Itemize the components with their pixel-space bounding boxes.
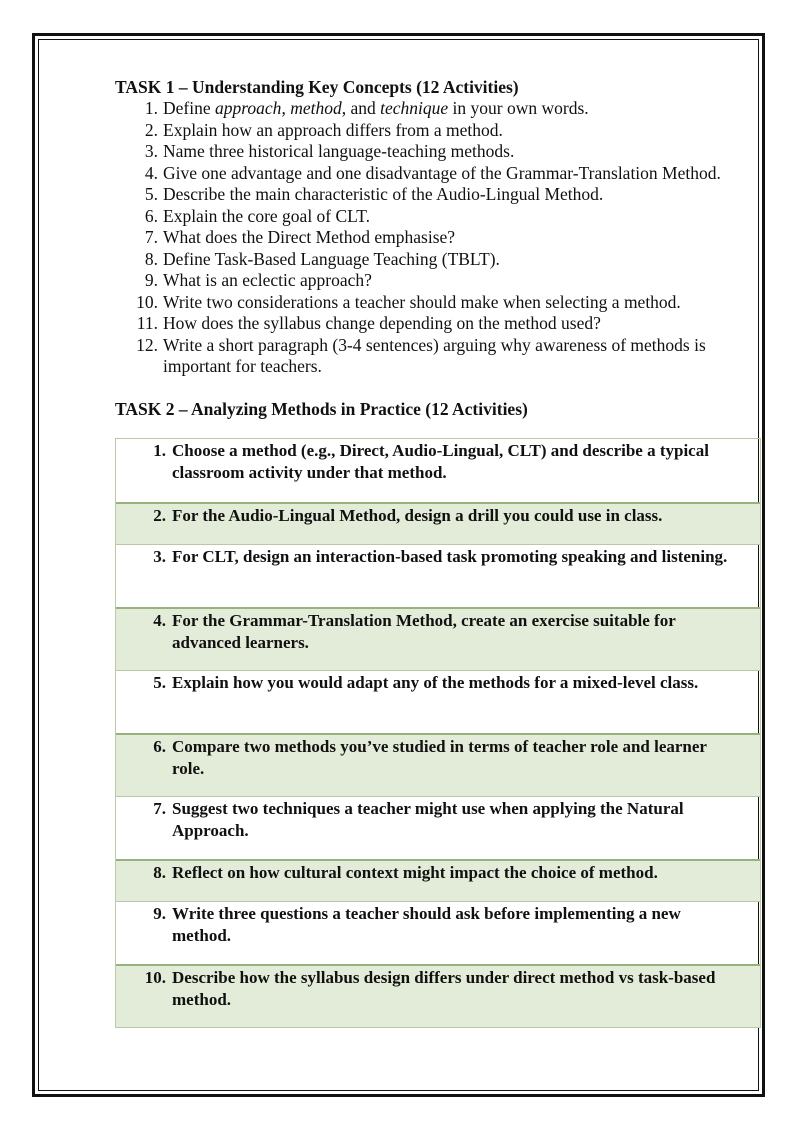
item-number: 2.	[144, 119, 158, 140]
activity-number: 4.	[153, 610, 166, 630]
activity-number: 2.	[153, 505, 166, 525]
item-text: Describe the main characteristic of the Audio-Lingual Method.	[163, 184, 604, 204]
activity-number: 1.	[153, 440, 166, 460]
item-number: 11.	[136, 313, 158, 333]
activity-text: For the Audio-Lingual Method, design a drill you could use in class.	[172, 505, 663, 525]
item-number: 1.	[144, 98, 158, 118]
task1-heading: TASK 1 – Understanding Key Concepts (12 Activities)	[115, 77, 519, 97]
text-run: , and	[341, 98, 381, 118]
activity-text: Explain how you would adapt any of the methods for a mixed-level class.	[172, 672, 699, 692]
item-text	[163, 98, 760, 120]
task1-list	[115, 98, 760, 378]
activity-number: 7.	[153, 798, 166, 818]
task1-item	[115, 98, 760, 120]
activity-text: Describe how the syllabus design differs under direct method vs task-based method.	[172, 967, 716, 1009]
activity-number: 5.	[153, 672, 166, 692]
item-number: 9.	[144, 270, 158, 290]
activity-row	[116, 607, 760, 670]
task1-item	[115, 292, 760, 314]
item-number: 12.	[136, 334, 158, 355]
activity-number: 10.	[144, 967, 166, 987]
activity-text: For the Grammar-Translation Method, create an exercise suitable for advanced learners.	[172, 610, 676, 652]
item-text: Explain the core goal of CLT.	[163, 205, 371, 226]
activity-row	[116, 901, 760, 964]
item-text: What does the Direct Method emphasise?	[163, 227, 456, 247]
task1-item	[115, 313, 760, 335]
document-body	[115, 76, 760, 1028]
item-text: Define Task-Based Language Teaching (TBLT).	[163, 248, 500, 269]
text-run: Define	[163, 98, 215, 118]
item-number: 5.	[144, 184, 158, 204]
item-number: 8.	[144, 248, 158, 269]
activity-text: Reflect on how cultural context might impact the choice of method.	[172, 862, 658, 882]
item-number: 10.	[136, 291, 158, 312]
item-number: 6.	[144, 205, 158, 226]
item-text: Name three historical language-teaching methods.	[163, 141, 515, 161]
task1-item	[115, 120, 760, 142]
activity-text: Suggest two techniques a teacher might use when applying the Natural Approach.	[172, 798, 684, 840]
text-run: in your own words.	[448, 98, 589, 118]
activity-row	[116, 733, 760, 796]
item-text: What is an eclectic approach?	[163, 270, 372, 290]
activity-number: 3.	[153, 546, 166, 566]
item-text: Write two considerations a teacher should make when selecting a method.	[163, 291, 681, 312]
activity-text: Compare two methods you’ve studied in terms of teacher role and learner role.	[172, 736, 707, 778]
task1-item	[115, 270, 760, 292]
activity-row	[116, 502, 760, 544]
task1-item	[115, 249, 760, 271]
activity-row	[116, 439, 760, 502]
task2-heading: TASK 2 – Analyzing Methods in Practice (12 Activities)	[115, 398, 528, 419]
italic-term: technique	[380, 98, 449, 118]
task1-item	[115, 141, 760, 163]
item-number: 7.	[144, 227, 158, 247]
item-text: Give one advantage and one disadvantage of the Grammar-Translation Method.	[163, 162, 721, 183]
text-run: ,	[281, 98, 291, 118]
activity-row	[116, 964, 760, 1027]
activity-number: 9.	[153, 903, 166, 923]
task1-item	[115, 227, 760, 249]
task1-item	[115, 335, 760, 378]
item-text: Explain how an approach differs from a method.	[163, 119, 503, 140]
activity-row	[116, 670, 760, 733]
task1-item	[115, 206, 760, 228]
item-text: Write a short paragraph (3-4 sentences) arguing why awareness of methods is important for teachers.	[163, 334, 706, 376]
italic-term: approach	[215, 98, 282, 118]
activity-text: Write three questions a teacher should ask before implementing a new method.	[172, 903, 681, 945]
item-text: How does the syllabus change depending on the method used?	[163, 313, 601, 333]
activity-row	[116, 859, 760, 901]
activity-number: 8.	[153, 862, 166, 882]
activity-row	[116, 796, 760, 859]
item-number: 4.	[144, 162, 158, 183]
task1-item	[115, 184, 760, 206]
activity-text: Choose a method (e.g., Direct, Audio-Lingual, CLT) and describe a typical classroom activity under that method.	[172, 440, 709, 482]
item-number: 3.	[144, 141, 158, 161]
task2-activity-table	[115, 438, 761, 1028]
italic-term: method	[290, 98, 342, 118]
activity-row	[116, 544, 760, 607]
task1-item	[115, 163, 760, 185]
activity-text: For CLT, design an interaction-based task promoting speaking and listening.	[172, 546, 728, 566]
activity-number: 6.	[153, 736, 166, 756]
